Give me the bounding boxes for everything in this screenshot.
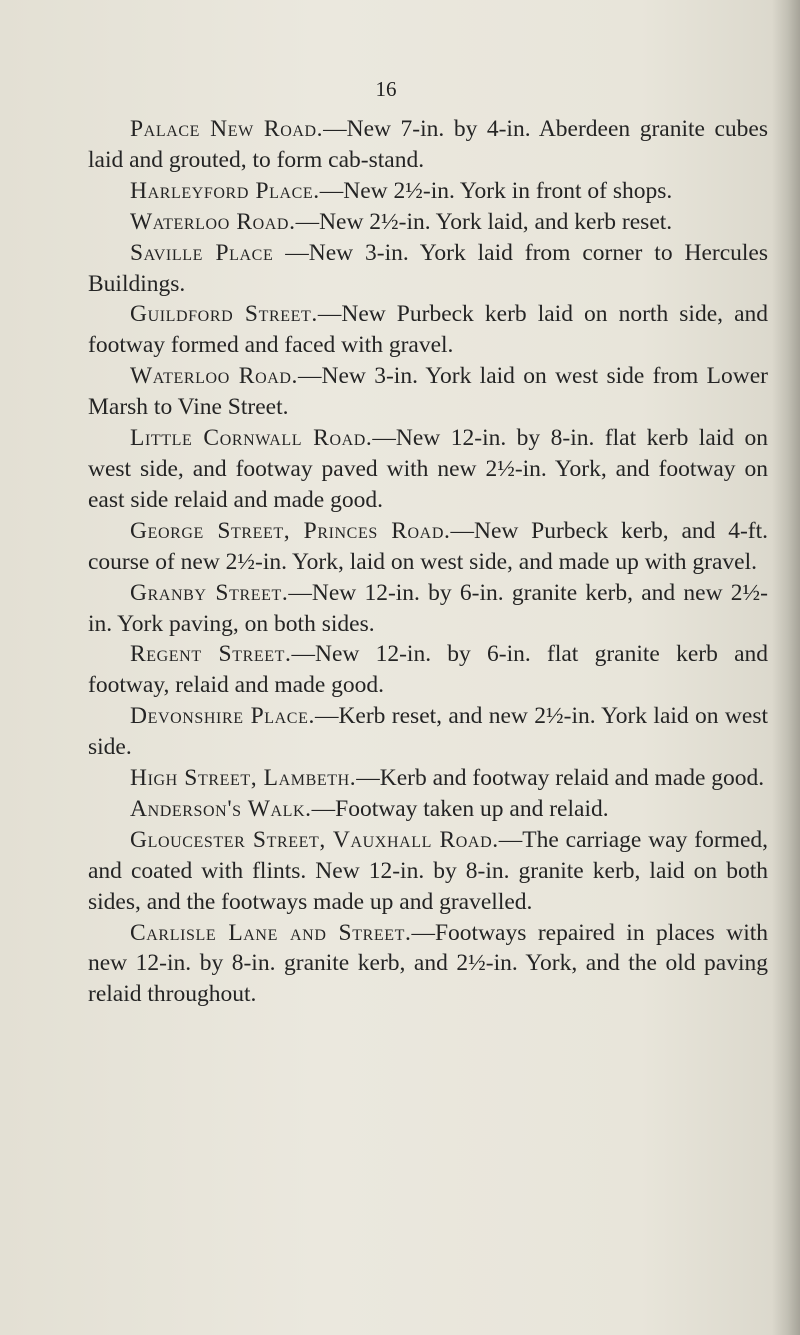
entry-waterloo-road-2	[88, 361, 768, 423]
entry-waterloo-road-1	[88, 207, 768, 238]
entry-text: —Kerb and footway relaid and made good.	[356, 765, 765, 792]
entry-gloucester-street	[88, 825, 768, 918]
entry-devonshire-place	[88, 701, 768, 763]
entry-text: —The carriage way formed, and coated with flints. New 12-in. by 8-in. granite kerb, laid on both sides, and the footways made up and gravelled.	[88, 826, 768, 915]
entry-heading: Granby Street.	[130, 579, 289, 606]
entry-text: —New 12-in. by 8-in. flat kerb laid on west side, and footway paved with new 2½-in. York, and footway on east side relaid and made good.	[88, 425, 769, 513]
entry-text: —New 12-in. by 6-in. flat granite kerb and footway, relaid and made good.	[88, 641, 769, 699]
entry-heading: Guildford Street.	[130, 301, 318, 328]
entry-saville-place	[88, 238, 768, 300]
entry-heading: Waterloo Road.	[130, 363, 299, 390]
entry-heading: Devonshire Place.	[130, 703, 315, 730]
entry-harleyford-place	[88, 176, 768, 207]
entry-guildford-street	[88, 299, 768, 361]
entry-text: —New Purbeck kerb, and 4-ft. course of new 2½-in. York, laid on west side, and made up with gravel.	[88, 517, 768, 575]
entry-regent-street	[88, 639, 768, 701]
entry-heading: Palace New Road.	[130, 116, 324, 142]
entry-heading: Little Cornwall Road.	[130, 425, 373, 452]
entry-text: —New 12-in. by 6-in. granite kerb, and new 2½-in. York paving, on both sides.	[88, 579, 769, 637]
entry-granby-street	[88, 578, 768, 640]
entry-heading: Waterloo Road.	[130, 208, 296, 235]
entry-heading: Saville Place	[130, 239, 274, 266]
entry-text: —New Purbeck kerb laid on north side, and footway formed and faced with gravel.	[88, 301, 769, 359]
entry-high-street-lambeth	[88, 763, 768, 794]
entry-heading: Gloucester Street, Vauxhall Road.	[130, 826, 499, 853]
entry-text: —Kerb reset, and new 2½-in. York laid on west side.	[88, 703, 768, 761]
entry-text: —Footways repaired in places with new 12-in. by 8-in. granite kerb, and 2½-in. York, and the old paving relaid throughout.	[88, 919, 769, 1008]
entry-heading: Anderson's Walk.	[130, 795, 312, 822]
entry-palace-new-road	[88, 114, 768, 176]
entry-text: —New 2½-in. York laid, and kerb reset.	[295, 208, 673, 235]
entry-andersons-walk	[88, 794, 768, 825]
entry-heading: Carlisle Lane and Street.	[130, 919, 412, 946]
entry-heading: Harleyford Place.	[130, 177, 320, 204]
entry-heading: High Street, Lambeth.	[130, 765, 357, 792]
entry-text: —New 3-in. York laid on west side from Lower Marsh to Vine Street.	[88, 363, 768, 421]
entry-text: —New 7-in. by 4-in. Aberdeen granite cubes laid and grouted, to form cab-stand.	[88, 116, 768, 173]
page-number: 16	[375, 77, 397, 101]
entry-heading: Regent Street.	[130, 641, 292, 668]
entry-heading: George Street, Princes Road.	[130, 517, 451, 544]
entry-text: —New 2½-in. York in front of shops.	[319, 177, 673, 204]
entry-george-street	[88, 516, 768, 578]
page-edge-shadow	[772, 0, 800, 1335]
report-body	[88, 114, 768, 1010]
entry-carlisle-lane	[88, 918, 768, 1011]
entry-text: —New 3-in. York laid from corner to Hercules Buildings.	[88, 239, 768, 297]
entry-little-cornwall-road	[88, 423, 768, 516]
entry-text: —Footway taken up and relaid.	[311, 795, 609, 822]
